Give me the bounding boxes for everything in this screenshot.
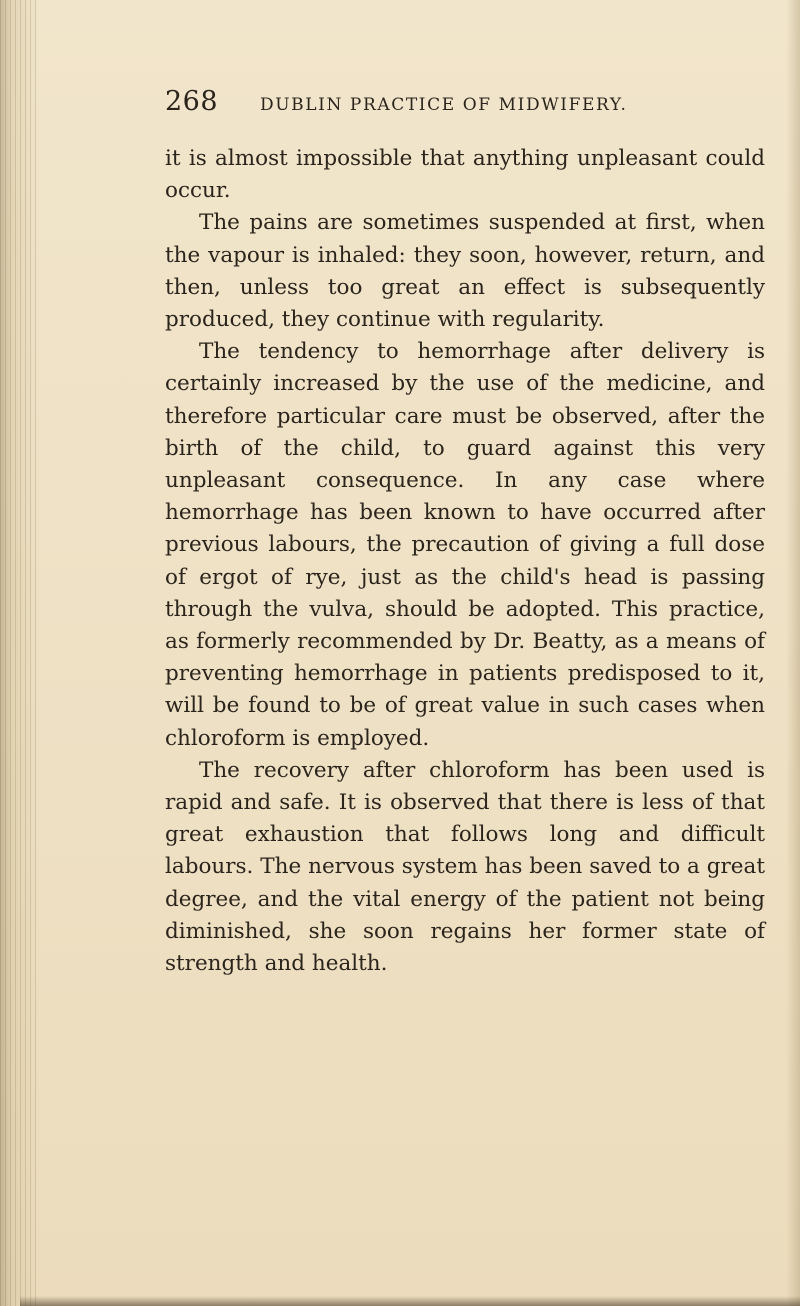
- paragraph-continuation: it is almost impossible that anything unpleasant could occur.: [165, 146, 765, 204]
- paragraph: The tendency to hemorrhage after delivery is certainly increased by the use of the medicine, and therefore particular care must be observed, after the birth of the child, to guard against this very unpleasant consequence. In any case where hemorrhage has been known to have occurred after previous labours, the precaution of giving a full dose of ergot of rye, just as the child's head is passing through the vulva, should be adopted. This practice, as formerly recommended by Dr. Beatty, as a means of preventing hemorrhage in patients predisposed to it, will be found to be of great value in such cases when chloroform is employed.: [165, 339, 765, 751]
- page-edge-shadow: [786, 0, 800, 1306]
- running-head: [165, 86, 765, 116]
- running-title: DUBLIN PRACTICE OF MIDWIFERY.: [260, 95, 628, 115]
- paragraph: The pains are sometimes suspended at first, when the vapour is inhaled: they soon, however, return, and then, unless too great an effect is subsequently produced, they continue with regularity.: [165, 210, 765, 333]
- paragraph: The recovery after chloroform has been used is rapid and safe. It is observed that there is less of that great exhaustion that follows long and difficult labours. The nervous system has been saved to a great degree, and the vital energy of the patient not being diminished, she soon regains her former state of strength and health.: [165, 757, 765, 977]
- binding-gutter: [0, 0, 36, 1306]
- page-bottom-shadow: [20, 1296, 800, 1306]
- body-text: [165, 143, 765, 980]
- page-number: 268: [165, 86, 219, 117]
